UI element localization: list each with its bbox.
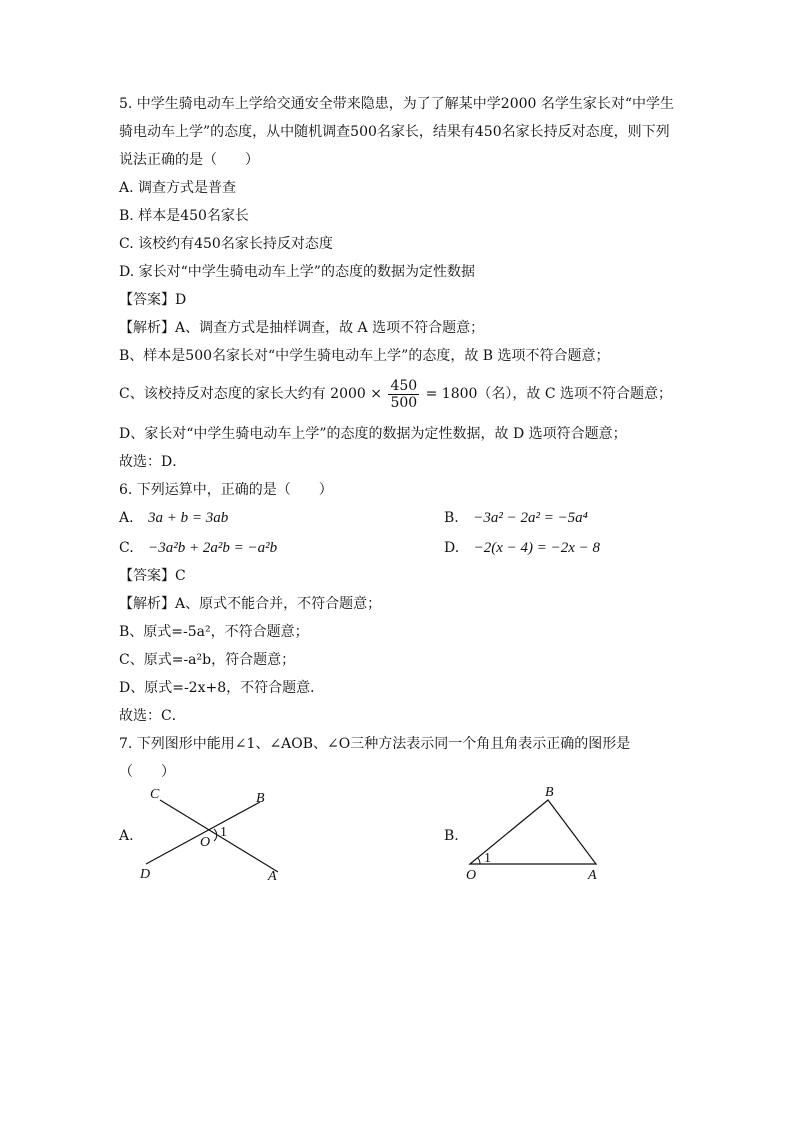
q6-answer: 【答案】C (119, 568, 186, 584)
q7-stem-line-1: 7. 下列图形中能用∠1、∠AOB、∠O三种方法表示同一个角且角表示正确的图形是 (119, 736, 631, 752)
q6-analysis-c: C、原式=-a²b，符合题意； (119, 652, 296, 668)
fraction (388, 378, 419, 411)
q6-analysis-b: B、原式=-5a²，不符合题意； (119, 624, 309, 640)
angle-1-arc (478, 858, 480, 864)
triangle-figure (460, 780, 610, 884)
q6-option-c-label: C. (119, 540, 134, 556)
q6-stem: 6. 下列运算中，正确的是（ ） (119, 482, 333, 498)
q5-analysis-c-suffix: = 1800（名），故 C 选项不符合题意； (425, 386, 673, 402)
q5-option-c: C. 该校约有450名家长持反对态度 (119, 236, 333, 252)
point-a-label: A (588, 868, 597, 883)
point-c-label: C (150, 787, 160, 802)
point-b-label: B (256, 791, 265, 806)
q5-stem-line-3: 说法正确的是（ ） (119, 152, 259, 168)
q5-stem-line-1: 5. 中学生骑电动车上学给交通安全带来隐患，为了了解某中学2000 名学生家长对“中学生 (119, 96, 675, 112)
q5-option-d: D. 家长对“中学生骑电动车上学”的态度的数据为定性数据 (119, 264, 475, 280)
q6-option-c (119, 538, 277, 558)
q6-conclusion: 故选：C． (119, 708, 186, 724)
fraction-numerator: 450 (390, 377, 418, 394)
q5-analysis-c-prefix: C、该校持反对态度的家长大约有 2000 × (119, 386, 382, 402)
q6-option-a-expr: 3a + b = 3ab (148, 510, 229, 526)
q6-analysis-d: D、原式=-2x+8，不符合题意． (119, 680, 325, 696)
point-a-label: A (268, 869, 277, 884)
point-o-label: O (200, 835, 211, 850)
q6-option-c-expr: −3a²b + 2a²b = −a²b (148, 540, 278, 556)
q6-option-b (444, 508, 588, 528)
q6-option-d-expr: −2(x − 4) = −2x − 8 (473, 540, 601, 556)
q5-analysis-b: B、样本是500名家长对“中学生骑电动车上学”的态度，故 B 选项不符合题意； (119, 348, 610, 364)
angle-1-label: 1 (220, 825, 227, 840)
q7-figure-b-label: B. (444, 828, 459, 844)
angle-1-label: 1 (484, 851, 491, 866)
q7-figure-a-label: A. (119, 828, 134, 844)
q6-option-a-label: A. (119, 510, 134, 526)
q6-analysis-a: 【解析】A、原式不能合并，不符合题意； (119, 596, 382, 612)
q5-option-b: B. 样本是450名家长 (119, 208, 249, 224)
angle-1-arc (214, 829, 217, 841)
q5-analysis-a: 【解析】A、调查方式是抽样调查，故 A 选项不符合题意； (119, 320, 485, 336)
q5-conclusion: 故选：D． (119, 454, 187, 470)
q6-option-a (119, 508, 228, 528)
q6-option-d-label: D. (444, 540, 460, 556)
line-ca (160, 800, 278, 872)
q5-option-a: A. 调查方式是普查 (119, 180, 237, 196)
line-db (146, 802, 260, 864)
q7-stem-line-2: （ ） (119, 764, 175, 780)
point-o-label: O (466, 868, 477, 883)
q5-stem-line-2: 骑电动车上学”的态度，从中随机调查500名家长，结果有450名家长持反对态度，则下列 (119, 124, 670, 140)
q6-option-b-expr: −3a² − 2a² = −5a⁴ (473, 510, 588, 526)
q6-option-d (444, 538, 600, 558)
q5-analysis-c (119, 376, 672, 412)
point-d-label: D (140, 867, 151, 882)
q5-analysis-d: D、家长对“中学生骑电动车上学”的态度的数据为定性数据，故 D 选项符合题意； (119, 426, 627, 442)
q5-answer: 【答案】D (119, 292, 187, 308)
intersecting-lines-figure (130, 780, 300, 890)
point-b-label: B (545, 785, 554, 800)
fraction-denominator: 500 (390, 394, 418, 411)
q6-option-b-label: B. (444, 510, 459, 526)
